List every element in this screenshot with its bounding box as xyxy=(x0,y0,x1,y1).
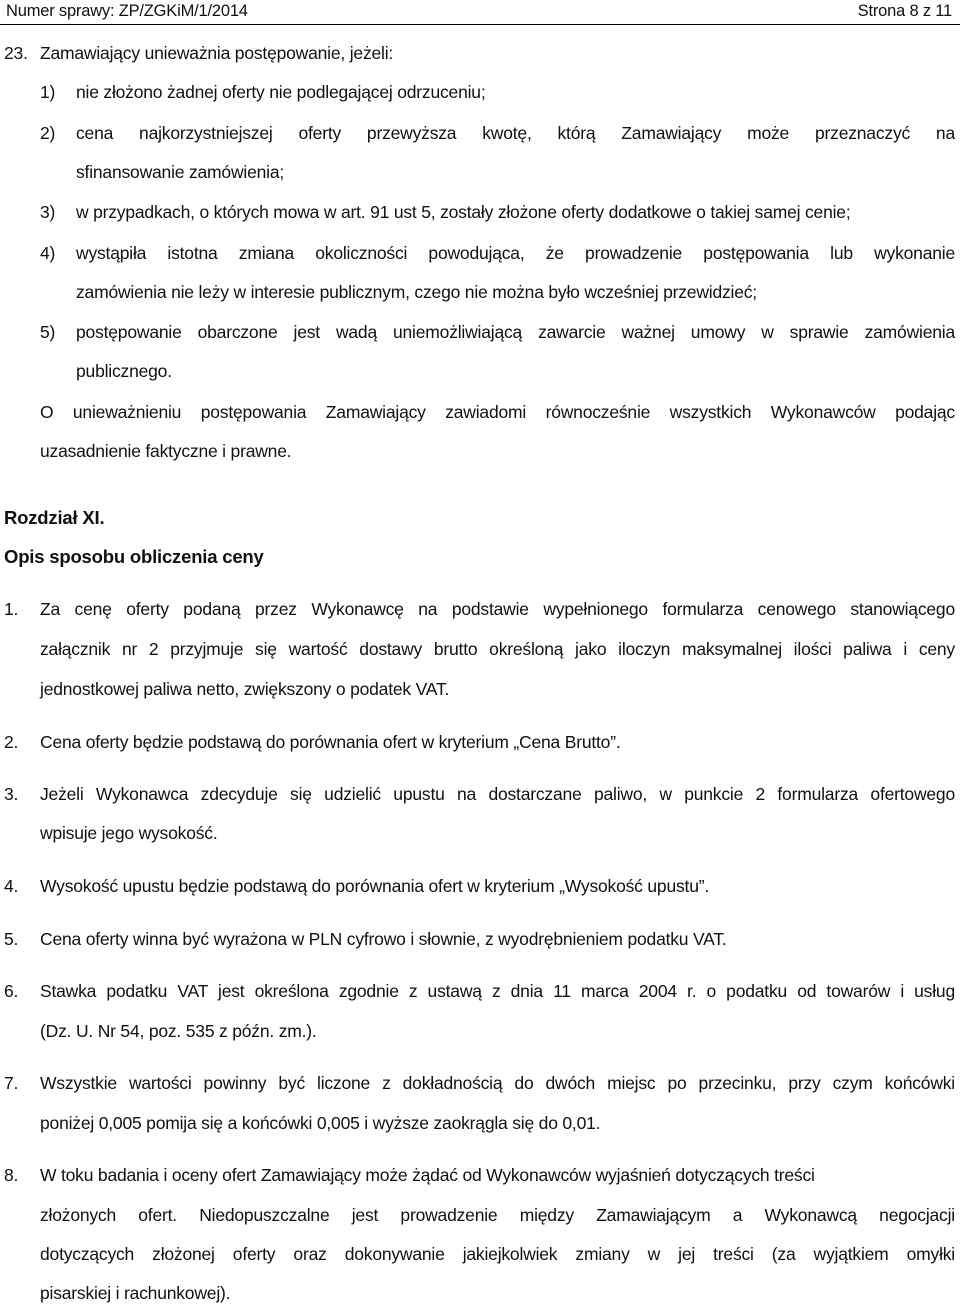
list-item-text: wystąpiła istotna zmiana okoliczności powodująca, że prowadzenie postępowania lub wykonanie xyxy=(76,243,955,263)
point-text: jednostkowej paliwa netto, zwiększony o podatek VAT. xyxy=(40,679,450,699)
point-text: Jeżeli Wykonawca zdecyduje się udzielić upustu na dostarczane paliwo, w punkcie 2 formularza ofertowego xyxy=(40,784,955,804)
chapter-subtitle: Opis sposobu obliczenia ceny xyxy=(4,546,264,567)
section-number: 23. xyxy=(4,43,28,63)
point-text: Za cenę oferty podaną przez Wykonawcę na podstawie wypełnionego formularza cenowego stanowiącego xyxy=(40,599,955,619)
case-number: Numer sprawy: ZP/ZGKiM/1/2014 xyxy=(6,2,248,20)
list-item-number: 4) xyxy=(40,243,56,263)
point-number: 1. xyxy=(4,599,19,619)
point-text: dotyczących złożonej oferty oraz dokonywanie jakiejkolwiek zmiany w jej treści (za wyjątkiem omyłki xyxy=(40,1244,955,1264)
point-text: W toku badania i oceny ofert Zamawiający może żądać od Wykonawców wyjaśnień dotyczących treści xyxy=(40,1165,815,1185)
point-text: Cena oferty będzie podstawą do porównania ofert w kryterium „Cena Brutto”. xyxy=(40,732,621,752)
page-header xyxy=(0,0,960,25)
point-text: pisarskiej i rachunkowej). xyxy=(40,1283,231,1303)
chapter-title: Rozdział XI. xyxy=(4,507,105,528)
point-text: Wysokość upustu będzie podstawą do porównania ofert w kryterium „Wysokość upustu”. xyxy=(40,876,710,896)
point-text: złożonych ofert. Niedopuszczalne jest prowadzenie między Zamawiającym a Wykonawcą negocjacji xyxy=(40,1205,955,1225)
page-number: Strona 8 z 11 xyxy=(857,2,952,20)
list-item-number: 2) xyxy=(40,123,56,143)
list-item-text: postępowanie obarczone jest wadą uniemożliwiającą zawarcie ważnej umowy w sprawie zamówienia xyxy=(76,322,955,342)
list-item-text: sfinansowanie zamówienia; xyxy=(76,162,285,182)
point-number: 3. xyxy=(4,784,19,804)
point-number: 4. xyxy=(4,876,19,896)
point-number: 7. xyxy=(4,1073,19,1093)
list-item-text: publicznego. xyxy=(76,361,172,381)
list-item-number: 5) xyxy=(40,322,56,342)
list-item-text: cena najkorzystniejszej oferty przewyższa kwotę, którą Zamawiający może przeznaczyć na xyxy=(76,123,955,143)
point-text: wpisuje jego wysokość. xyxy=(40,823,218,843)
list-item-text: zamówienia nie leży w interesie publicznym, czego nie można było wcześniej przewidzieć; xyxy=(76,282,757,302)
point-number: 8. xyxy=(4,1165,19,1185)
point-text: Cena oferty winna być wyrażona w PLN cyfrowo i słownie, z wyodrębnieniem podatku VAT. xyxy=(40,929,727,949)
point-text: załącznik nr 2 przyjmuje się wartość dostawy brutto określoną jako iloczyn maksymalnej ilości paliwa i ceny xyxy=(40,639,955,659)
point-number: 2. xyxy=(4,732,19,752)
point-text: Stawka podatku VAT jest określona zgodnie z ustawą z dnia 11 marca 2004 r. o podatku od towarów i usług xyxy=(40,981,955,1001)
point-text: Wszystkie wartości powinny być liczone z dokładnością do dwóch miejsc po przecinku, przy czym końcówki xyxy=(40,1073,955,1093)
list-item-number: 1) xyxy=(40,82,56,102)
point-text: (Dz. U. Nr 54, poz. 535 z późn. zm.). xyxy=(40,1021,317,1041)
section-intro: Zamawiający unieważnia postępowanie, jeżeli: xyxy=(40,43,394,63)
point-text: poniżej 0,005 pomija się a końcówki 0,005 i wyższe zaokrągla się do 0,01. xyxy=(40,1113,601,1133)
point-number: 6. xyxy=(4,981,19,1001)
point-number: 5. xyxy=(4,929,19,949)
closing-paragraph: O unieważnieniu postępowania Zamawiający zawiadomi równocześnie wszystkich Wykonawców podając xyxy=(40,402,955,422)
list-item-number: 3) xyxy=(40,202,56,222)
list-item-text: nie złożono żadnej oferty nie podlegającej odrzuceniu; xyxy=(76,82,486,102)
closing-paragraph: uzasadnienie faktyczne i prawne. xyxy=(40,441,292,461)
list-item-text: w przypadkach, o których mowa w art. 91 ust 5, zostały złożone oferty dodatkowe o takiej samej cenie; xyxy=(76,202,851,222)
